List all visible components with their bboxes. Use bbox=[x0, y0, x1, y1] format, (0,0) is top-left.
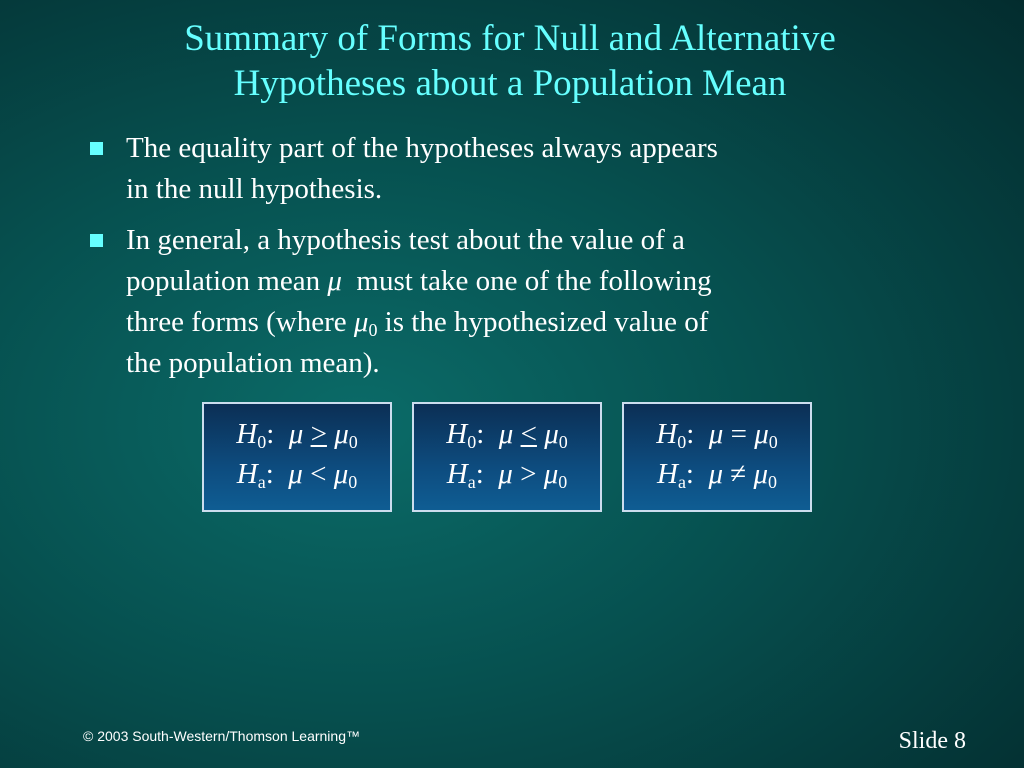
null-hypothesis: $H_0$: $\mu = \mu_0$ bbox=[656, 418, 778, 453]
copyright-notice: © 2003 South-Western/Thomson Learning™ bbox=[83, 728, 360, 744]
bullet-item bbox=[84, 128, 924, 210]
alternative-hypothesis: $H_a$: $\mu < \mu_0$ bbox=[236, 458, 358, 493]
bullet-text: the population mean). bbox=[126, 347, 380, 379]
hypothesis-forms bbox=[202, 402, 822, 520]
slide-number: Slide 8 bbox=[898, 728, 966, 754]
hypothesis-box-3 bbox=[622, 402, 812, 512]
mu-symbol: μ bbox=[353, 306, 369, 338]
null-hypothesis: $H_0$: $\mu < \mu_0$ bbox=[446, 418, 568, 453]
slide-title bbox=[60, 16, 960, 106]
alternative-hypothesis: $H_a$: $\mu > \mu_0$ bbox=[446, 458, 568, 493]
bullet-text: population mean μ must take one of the following bbox=[126, 265, 712, 297]
bullet-text: In general, a hypothesis test about the value of a bbox=[126, 224, 685, 256]
slide-title-line-1: Summary of Forms for Null and Alternative bbox=[184, 18, 836, 59]
square-bullet-icon bbox=[90, 234, 103, 247]
bullet-list bbox=[84, 128, 924, 394]
hypothesis-box-1 bbox=[202, 402, 392, 512]
mu-symbol: μ bbox=[327, 265, 342, 297]
bullet-text: three forms (where $\mu_0$ is the hypothesized value of bbox=[126, 306, 709, 341]
slide-title-line-2: Hypotheses about a Population Mean bbox=[233, 63, 787, 104]
bullet-text: in the null hypothesis. bbox=[126, 173, 383, 205]
hypothesis-box-2 bbox=[412, 402, 602, 512]
alternative-hypothesis: $H_a$: $\mu \ne \mu_0$ bbox=[656, 458, 778, 493]
bullet-item bbox=[84, 220, 924, 384]
square-bullet-icon bbox=[90, 142, 103, 155]
bullet-text: The equality part of the hypotheses always appears bbox=[126, 132, 718, 164]
null-hypothesis: $H_0$: $\mu > \mu_0$ bbox=[236, 418, 358, 453]
